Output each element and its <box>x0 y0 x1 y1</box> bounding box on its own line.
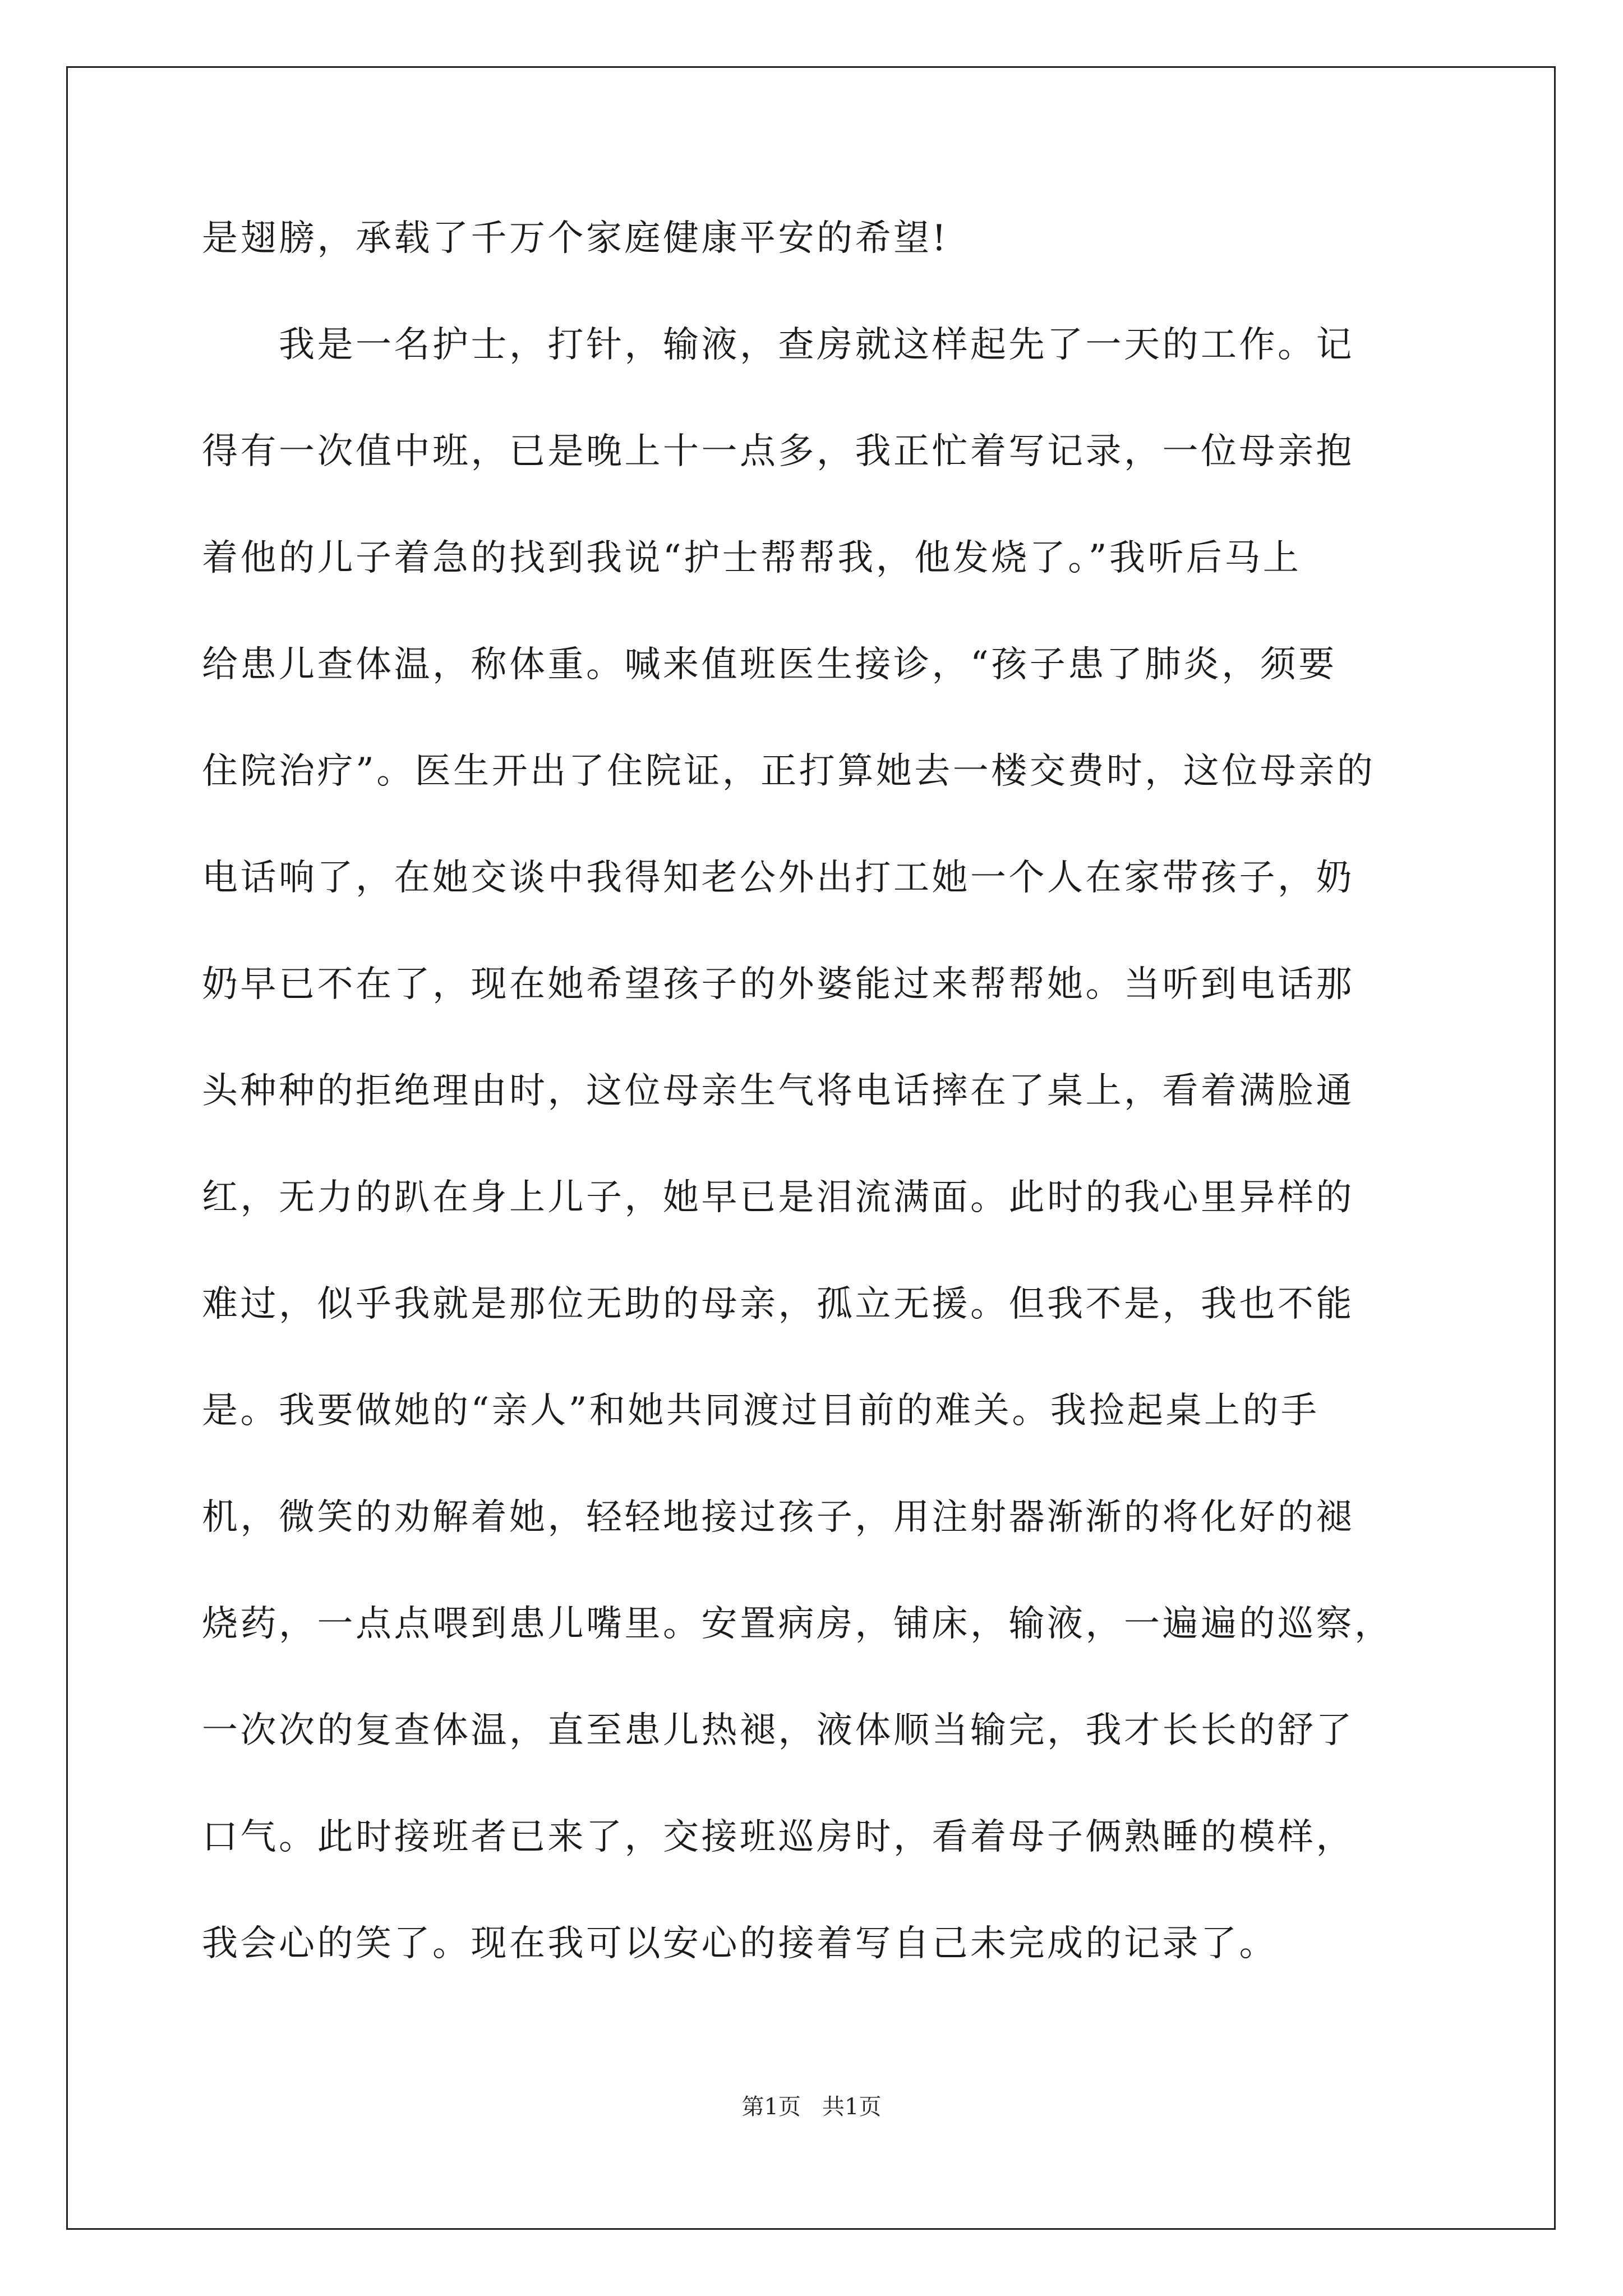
page-border <box>66 66 1556 2230</box>
text-line: 是翅膀，承载了千万个家庭健康平安的希望! <box>202 218 949 259</box>
text-line: 是。我要做她的“亲人”和她共同渡过目前的难关。我捡起桌上的手 <box>202 1390 1320 1432</box>
text-line: 电话响了，在她交谈中我得知老公外出打工她一个人在家带孩子，奶 <box>202 857 1354 899</box>
text-line: 口气。此时接班者已来了，交接班巡房时，看着母子俩熟睡的模样， <box>202 1816 1354 1858</box>
text-line: 机，微笑的劝解着她，轻轻地接过孩子，用注射器渐渐的将化好的褪 <box>202 1497 1354 1538</box>
text-line: 难过，似乎我就是那位无助的母亲，孤立无援。但我不是，我也不能 <box>202 1283 1354 1325</box>
text-line: 给患儿查体温，称体重。喊来值班医生接诊，“孩子患了肺炎，须要 <box>202 644 1337 685</box>
text-line: 得有一次值中班，已是晚上十一点多，我正忙着写记录，一位母亲抱 <box>202 431 1354 472</box>
text-line: 红，无力的趴在身上儿子，她早已是泪流满面。此时的我心里异样的 <box>202 1177 1354 1218</box>
text-line: 我是一名护士，打针，输液，查房就这样起先了一天的工作。记 <box>202 324 1354 366</box>
text-line: 我会心的笑了。现在我可以安心的接着写自己未完成的记录了。 <box>202 1923 1278 1964</box>
text-line: 奶早已不在了，现在她希望孩子的外婆能过来帮帮她。当听到电话那 <box>202 964 1354 1005</box>
text-line: 头种种的拒绝理由时，这位母亲生气将电话摔在了桌上，看着满脸通 <box>202 1070 1354 1112</box>
text-line: 住院治疗”。医生开出了住院证，正打算她去一楼交费时，这位母亲的 <box>202 751 1376 792</box>
text-line: 一次次的复查体温，直至患儿热褪，液体顺当输完，我才长长的舒了 <box>202 1710 1354 1751</box>
text-line: 着他的儿子着急的找到我说“护士帮帮我，他发烧了。”我听后马上 <box>202 537 1302 579</box>
text-line: 烧药，一点点喂到患儿嘴里。安置病房，铺床，输液，一遍遍的巡察， <box>202 1603 1393 1645</box>
page-footer: 第1页 共1页 <box>741 2094 882 2120</box>
